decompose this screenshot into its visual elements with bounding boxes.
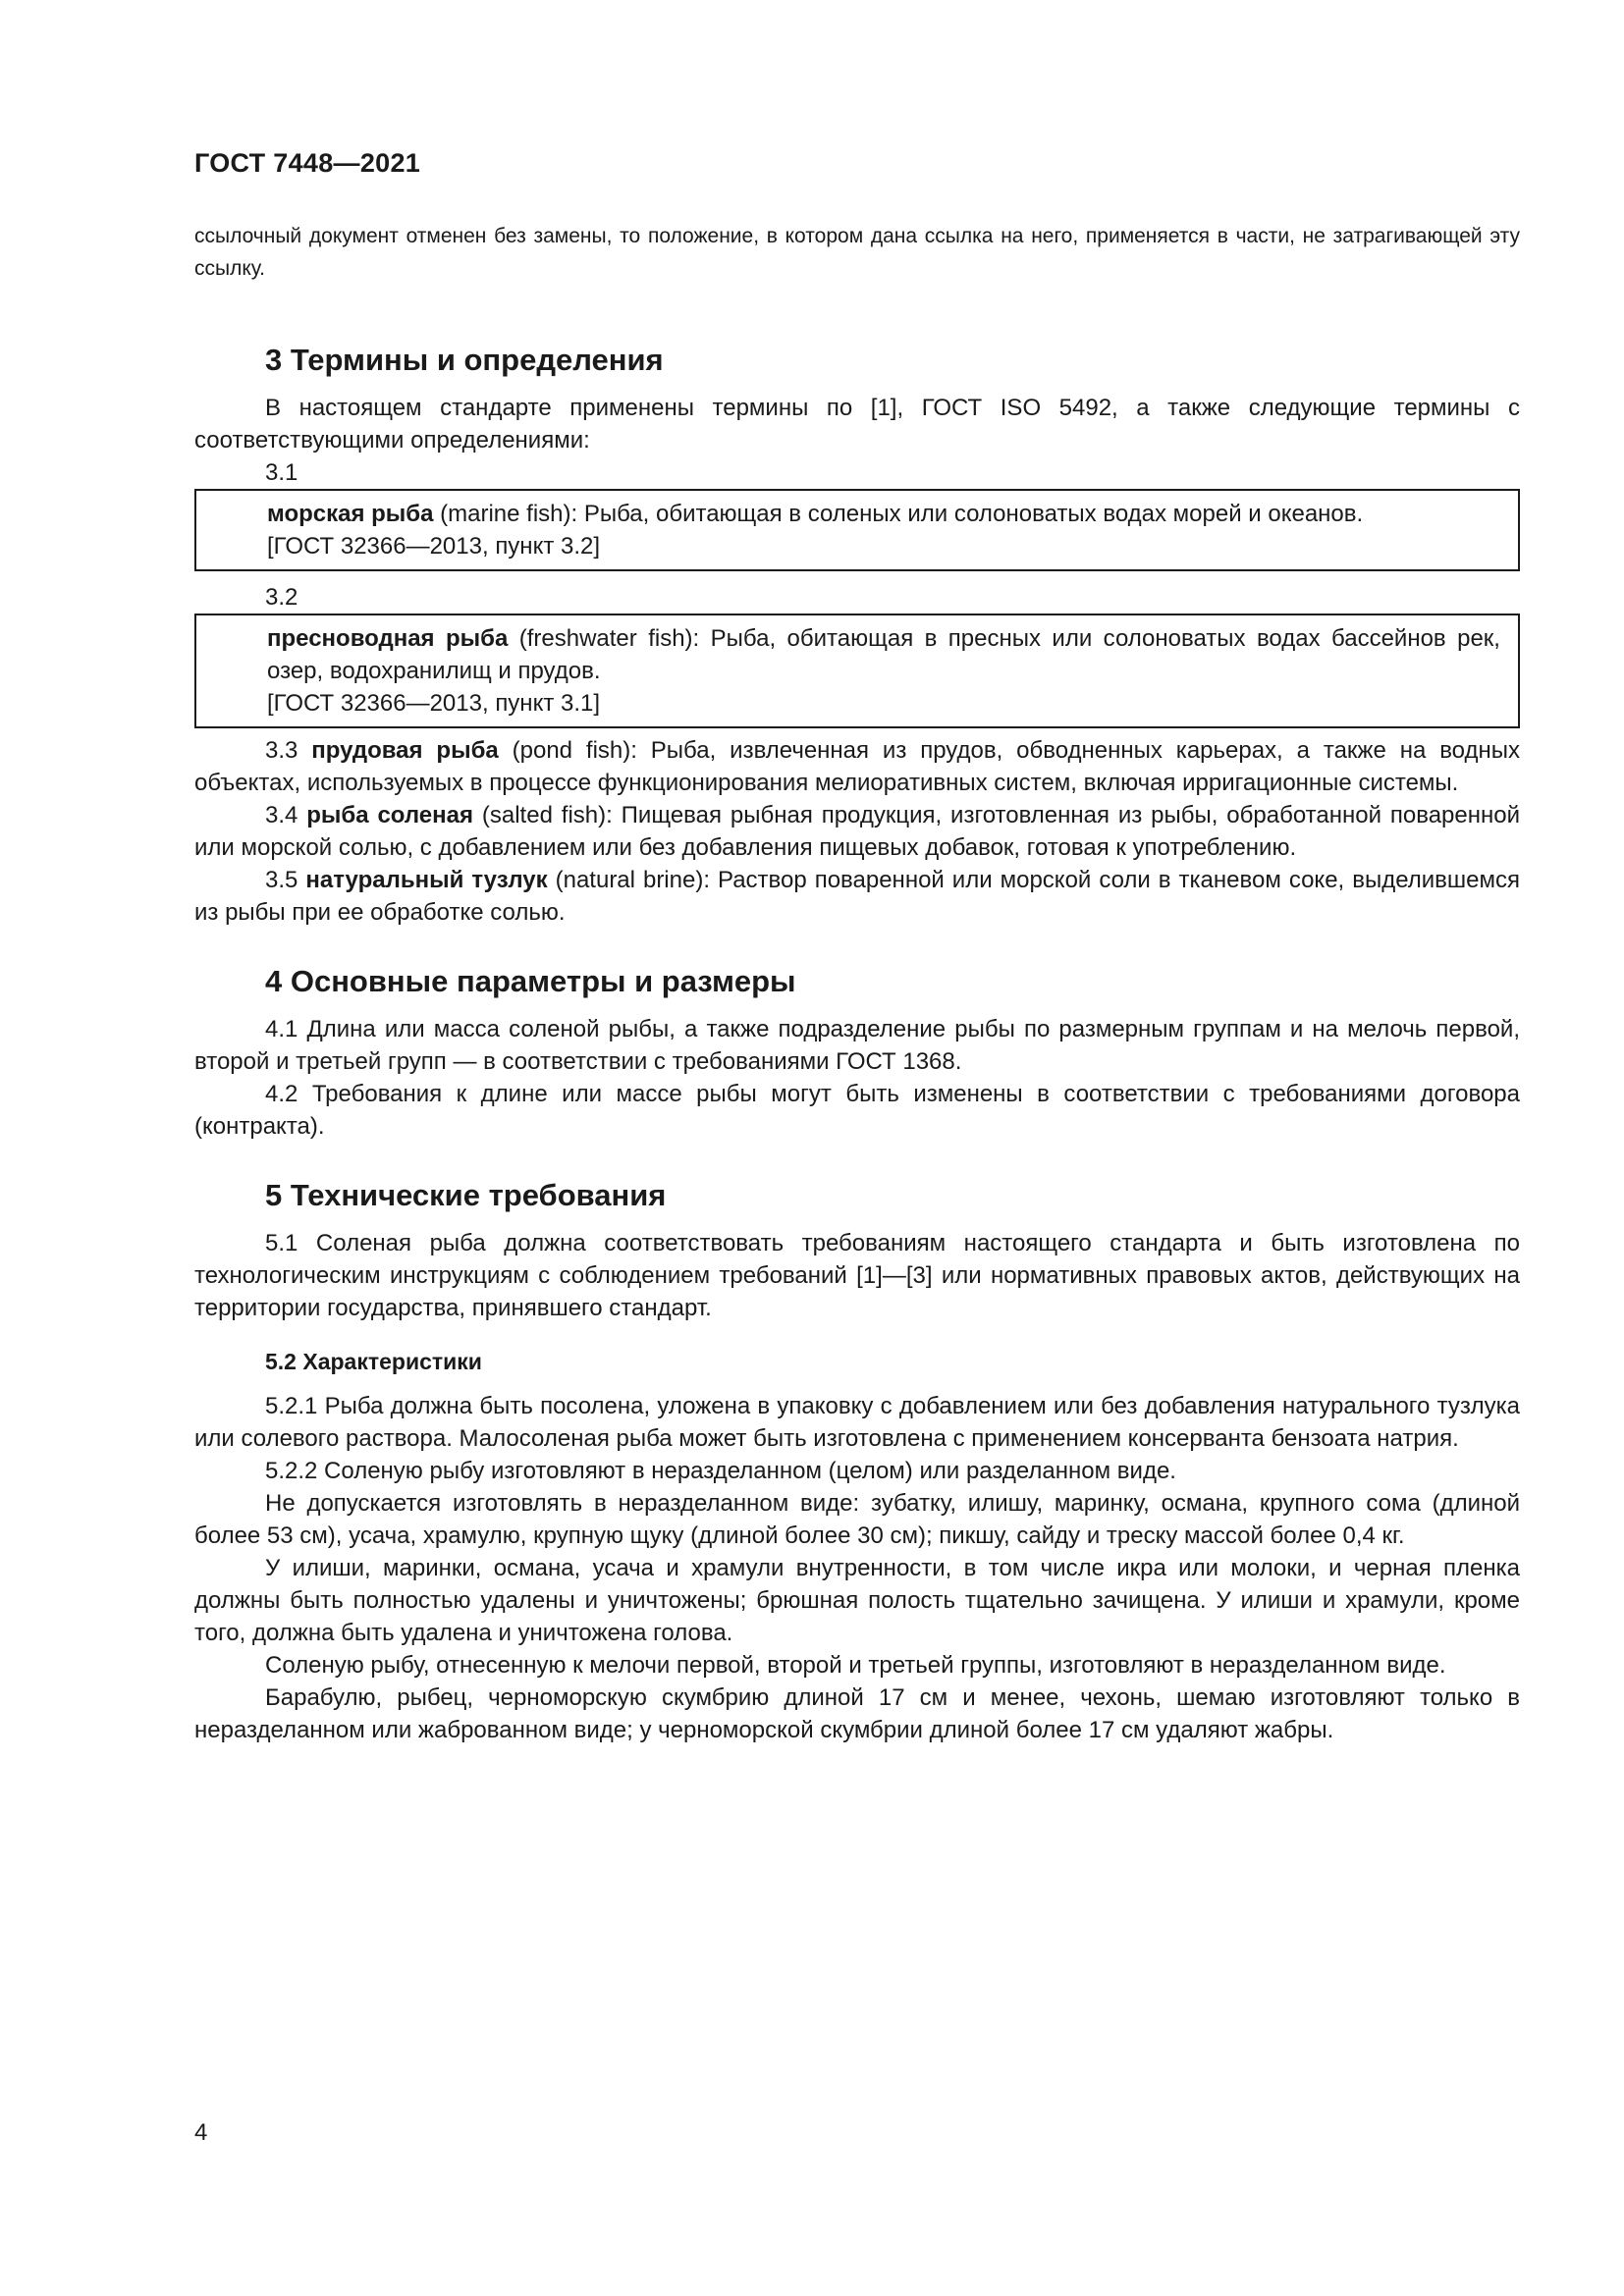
paragraph-not-allowed: Не допускается изготовлять в неразделанном виде: зубатку, илишу, маринку, османа, крупного сома (длиной более 53 см), усача, храмулю, крупную щуку (длиной более 30 см); пикшу, сайду и треску массой более 0,4 кг.: [194, 1490, 1520, 1549]
subsection-5-2-heading: 5.2 Характеристики: [265, 1349, 482, 1374]
term-3-2-number: 3.2: [265, 584, 298, 611]
page-number: 4: [194, 2119, 208, 2146]
paragraph-5-2-1: 5.2.1 Рыба должна быть посолена, уложена в упаковку с добавлением или без добавления натурального тузлука или солевого раствора. Малосоленая рыба может быть изготовлена с применением консерванта бензоата натрия.: [194, 1393, 1520, 1452]
term-3-5: [194, 864, 1520, 929]
term-3-4-number: 3.4: [265, 802, 307, 828]
term-3-2-term: пресноводная рыба: [267, 625, 509, 652]
term-3-2-source: [ГОСТ 32366—2013, пункт 3.1]: [267, 690, 601, 717]
term-3-3: [194, 734, 1520, 799]
term-3-5-number: 3.5: [265, 867, 306, 893]
paragraph-small-fish: Соленую рыбу, отнесенную к мелочи первой, второй и третьей группы, изготовляют в неразделанном виде.: [265, 1652, 1446, 1679]
term-3-1-number: 3.1: [265, 459, 298, 486]
paragraph-barabulya: Барабулю, рыбец, черноморскую скумбрию длиной 17 см и менее, чехонь, шемаю изготовляют только в неразделанном или жаброванном виде; у черноморской скумбрии длиной более 17 см удаляют жабры.: [194, 1684, 1520, 1743]
paragraph-4-2: 4.2 Требования к длине или массе рыбы могут быть изменены в соответствии с требованиями договора (контракта).: [194, 1081, 1520, 1140]
term-3-4-text: (salted fish): Пищевая рыбная продукция, изготовленная из рыбы, обработанной поваренной или морской солью, с добавлением или без добавления пищевых добавок, готовая к употреблению.: [194, 802, 1521, 861]
document-id-header: ГОСТ 7448—2021: [194, 148, 421, 178]
term-3-2-box: [194, 614, 1520, 728]
paragraph-5-2-2: 5.2.2 Соленую рыбу изготовляют в неразделанном (целом) или разделанном виде.: [265, 1458, 1176, 1484]
term-3-2-text: (freshwater fish): Рыба, обитающая в пресных или солоноватых водах бассейнов рек, озер, водохранилищ и прудов.: [267, 625, 1500, 684]
paragraph-5-1: 5.1 Соленая рыба должна соответствовать требованиям настоящего стандарта и быть изготовлена по технологическим инструкциям с соблюдением требований [1]—[3] или нормативных правовых актов, действующих на территории государства, принявшего стандарт.: [194, 1230, 1520, 1321]
term-3-3-text: (pond fish): Рыба, извлеченная из прудов, обводненных карьерах, а также на водных объектах, используемых в процессе функционирования мелиоративных систем, включая ирригационные системы.: [194, 737, 1520, 796]
term-3-5-term: натуральный тузлук: [305, 867, 548, 893]
term-3-2-definition: [267, 622, 1500, 687]
term-3-4-term: рыба соленая: [306, 802, 473, 828]
document-page: [194, 147, 1520, 1746]
term-3-3-term: прудовая рыба: [311, 737, 499, 764]
term-3-1-term: морская рыба: [267, 501, 434, 527]
section-4-heading: 4 Основные параметры и размеры: [265, 964, 796, 998]
continuation-paragraph: ссылочный документ отменен без замены, то положение, в котором дана ссылка на него, применяется в части, не затрагивающей эту ссылку.: [194, 225, 1520, 280]
term-3-1-box: [194, 489, 1520, 571]
term-3-3-number: 3.3: [265, 737, 312, 764]
section-3-heading: 3 Термины и определения: [265, 343, 664, 377]
term-3-5-text: (natural brine): Раствор поваренной или морской соли в тканевом соке, выделившемся из рыбы при ее обработке солью.: [194, 867, 1521, 926]
term-3-1-source: [ГОСТ 32366—2013, пункт 3.2]: [267, 533, 601, 560]
term-3-1-text: (marine fish): Рыба, обитающая в соленых или солоноватых водах морей и океанов.: [433, 501, 1364, 527]
section-5-heading: 5 Технические требования: [265, 1178, 667, 1212]
paragraph-ilisha: У илиши, маринки, османа, усача и храмули внутренности, в том числе икра или молоки, и черная пленка должны быть полностью удалены и уничтожены; брюшная полость тщательно зачищена. У илиши и храмули, кроме того, должна быть удалена и уничтожена голова.: [194, 1555, 1520, 1646]
term-3-1-definition: [267, 498, 1500, 530]
section-3-intro: В настоящем стандарте применены термины по [1], ГОСТ ISO 5492, а также следующие термины с соответствующими определениями:: [194, 395, 1520, 454]
term-3-4: [194, 799, 1520, 864]
paragraph-4-1: 4.1 Длина или масса соленой рыбы, а также подразделение рыбы по размерным группам и на мелочь первой, второй и третьей групп — в соответствии с требованиями ГОСТ 1368.: [194, 1016, 1520, 1075]
